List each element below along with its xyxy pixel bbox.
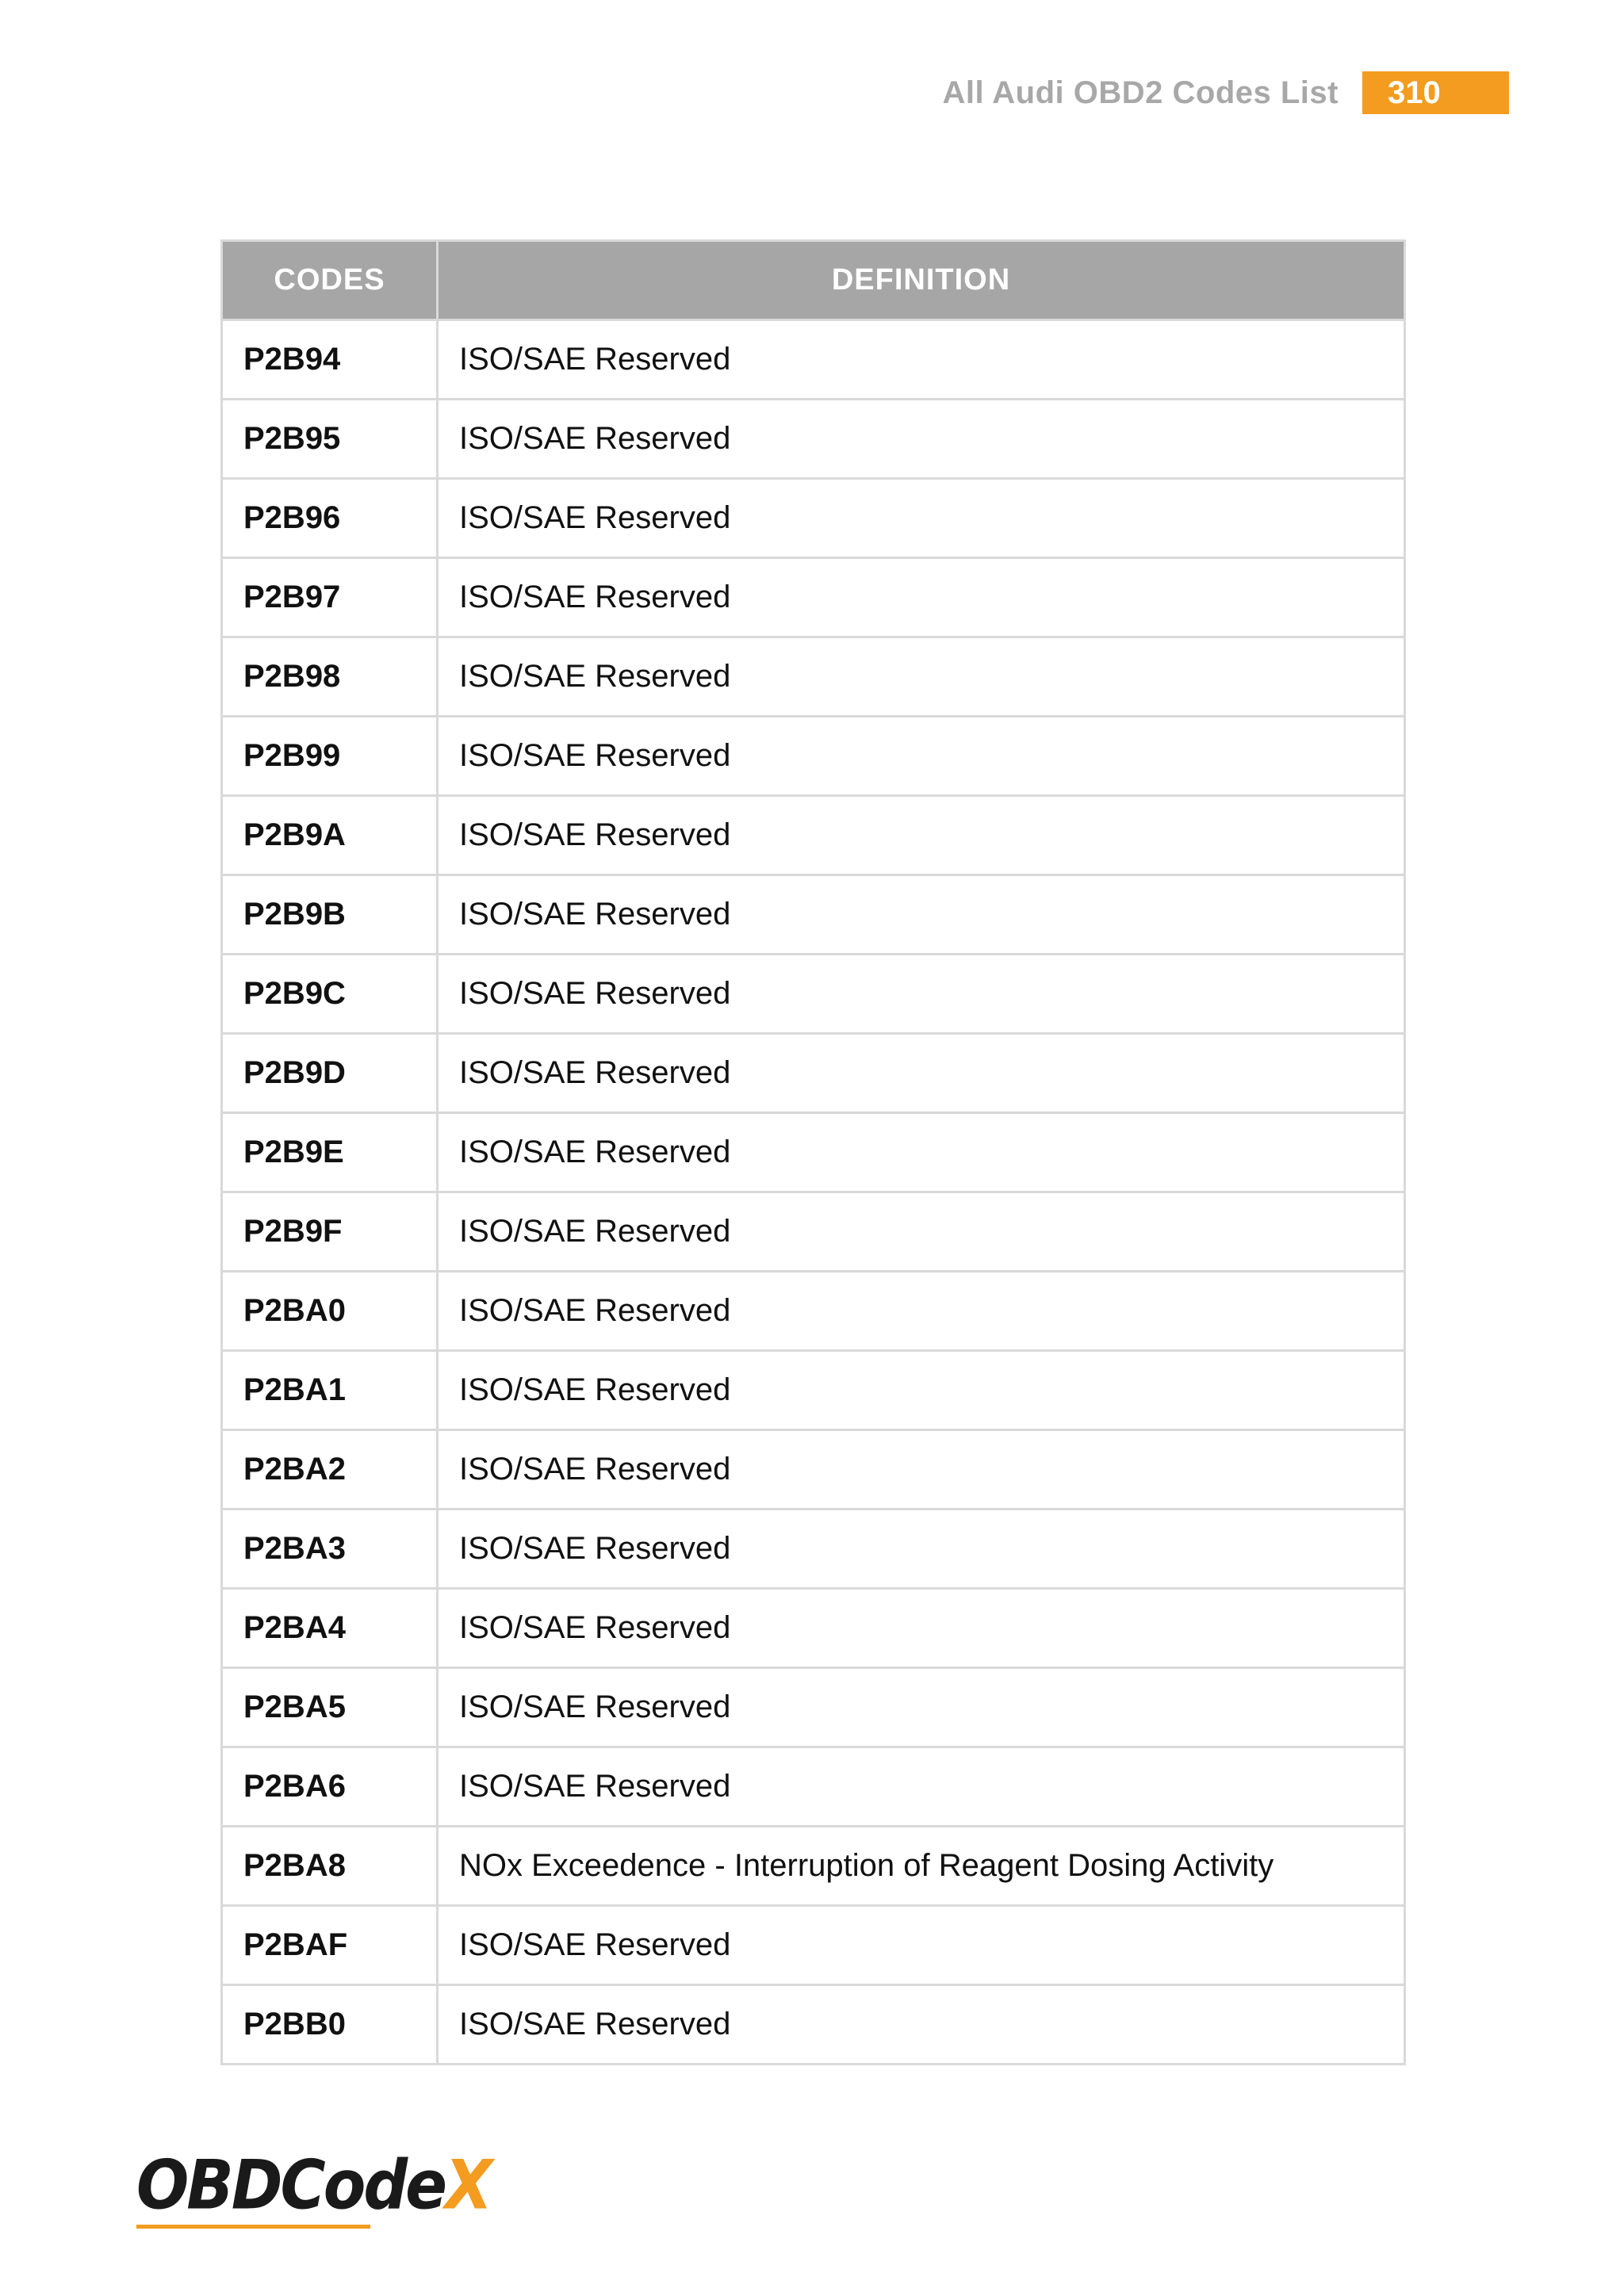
code-cell: P2BA1 bbox=[222, 1351, 438, 1430]
code-cell: P2B9E bbox=[222, 1113, 438, 1192]
table-row bbox=[222, 1430, 1405, 1510]
table-row bbox=[222, 875, 1405, 955]
table-row bbox=[222, 637, 1405, 717]
logo-x-mark: X bbox=[445, 2146, 491, 2225]
code-cell: P2BA3 bbox=[222, 1510, 438, 1589]
definition-cell: ISO/SAE Reserved bbox=[438, 400, 1405, 479]
table-row bbox=[222, 479, 1405, 558]
code-cell: P2B9D bbox=[222, 1034, 438, 1113]
code-cell: P2B97 bbox=[222, 558, 438, 637]
code-cell: P2B9B bbox=[222, 875, 438, 955]
code-cell: P2B9F bbox=[222, 1192, 438, 1272]
definition-cell: ISO/SAE Reserved bbox=[438, 558, 1405, 637]
document-title: All Audi OBD2 Codes List bbox=[942, 75, 1339, 110]
table-row bbox=[222, 1827, 1405, 1906]
definition-cell: ISO/SAE Reserved bbox=[438, 1430, 1405, 1510]
code-cell: P2B99 bbox=[222, 717, 438, 796]
table-row bbox=[222, 1192, 1405, 1272]
obdcodex-logo bbox=[136, 2147, 490, 2225]
code-cell: P2BA0 bbox=[222, 1272, 438, 1351]
page-number-badge: 310 bbox=[1362, 71, 1509, 114]
logo-underline bbox=[136, 2225, 370, 2229]
code-cell: P2BA2 bbox=[222, 1430, 438, 1510]
table-row bbox=[222, 400, 1405, 479]
table-row bbox=[222, 1272, 1405, 1351]
code-cell: P2B96 bbox=[222, 479, 438, 558]
table-row bbox=[222, 558, 1405, 637]
code-cell: P2B94 bbox=[222, 320, 438, 400]
table-row bbox=[222, 955, 1405, 1034]
code-cell: P2B95 bbox=[222, 400, 438, 479]
definition-cell: ISO/SAE Reserved bbox=[438, 796, 1405, 875]
definition-cell: NOx Exceedence - Interruption of Reagent Dosing Activity bbox=[438, 1827, 1405, 1906]
definition-cell: ISO/SAE Reserved bbox=[438, 1985, 1405, 2064]
definition-cell: ISO/SAE Reserved bbox=[438, 955, 1405, 1034]
table-row bbox=[222, 1747, 1405, 1827]
table-row bbox=[222, 1985, 1405, 2064]
definition-cell: ISO/SAE Reserved bbox=[438, 1034, 1405, 1113]
table-row bbox=[222, 1589, 1405, 1668]
table-row bbox=[222, 717, 1405, 796]
definition-cell: ISO/SAE Reserved bbox=[438, 637, 1405, 717]
table-row bbox=[222, 1113, 1405, 1192]
definition-cell: ISO/SAE Reserved bbox=[438, 1510, 1405, 1589]
definition-cell: ISO/SAE Reserved bbox=[438, 1589, 1405, 1668]
page-header bbox=[943, 71, 1509, 114]
definition-cell: ISO/SAE Reserved bbox=[438, 1192, 1405, 1272]
code-cell: P2BA5 bbox=[222, 1668, 438, 1747]
definition-cell: ISO/SAE Reserved bbox=[438, 320, 1405, 400]
code-cell: P2B98 bbox=[222, 637, 438, 717]
column-header-definition: DEFINITION bbox=[438, 241, 1405, 320]
table-row bbox=[222, 1510, 1405, 1589]
table-body bbox=[222, 320, 1405, 2064]
definition-cell: ISO/SAE Reserved bbox=[438, 717, 1405, 796]
code-cell: P2B9C bbox=[222, 955, 438, 1034]
definition-cell: ISO/SAE Reserved bbox=[438, 1351, 1405, 1430]
definition-cell: ISO/SAE Reserved bbox=[438, 1906, 1405, 1985]
definition-cell: ISO/SAE Reserved bbox=[438, 1272, 1405, 1351]
code-cell: P2BB0 bbox=[222, 1985, 438, 2064]
table-row bbox=[222, 1906, 1405, 1985]
definition-cell: ISO/SAE Reserved bbox=[438, 1668, 1405, 1747]
table-row bbox=[222, 1668, 1405, 1747]
code-cell: P2BA4 bbox=[222, 1589, 438, 1668]
table-row bbox=[222, 320, 1405, 400]
column-header-codes: CODES bbox=[222, 241, 438, 320]
definition-cell: ISO/SAE Reserved bbox=[438, 875, 1405, 955]
table-row bbox=[222, 1351, 1405, 1430]
code-cell: P2BA8 bbox=[222, 1827, 438, 1906]
logo-text: OBDCode bbox=[136, 2146, 446, 2225]
table-header-row bbox=[222, 241, 1405, 320]
definition-cell: ISO/SAE Reserved bbox=[438, 1113, 1405, 1192]
table-row bbox=[222, 1034, 1405, 1113]
code-cell: P2B9A bbox=[222, 796, 438, 875]
code-cell: P2BAF bbox=[222, 1906, 438, 1985]
codes-table bbox=[220, 239, 1406, 2065]
definition-cell: ISO/SAE Reserved bbox=[438, 479, 1405, 558]
table-row bbox=[222, 796, 1405, 875]
code-cell: P2BA6 bbox=[222, 1747, 438, 1827]
definition-cell: ISO/SAE Reserved bbox=[438, 1747, 1405, 1827]
